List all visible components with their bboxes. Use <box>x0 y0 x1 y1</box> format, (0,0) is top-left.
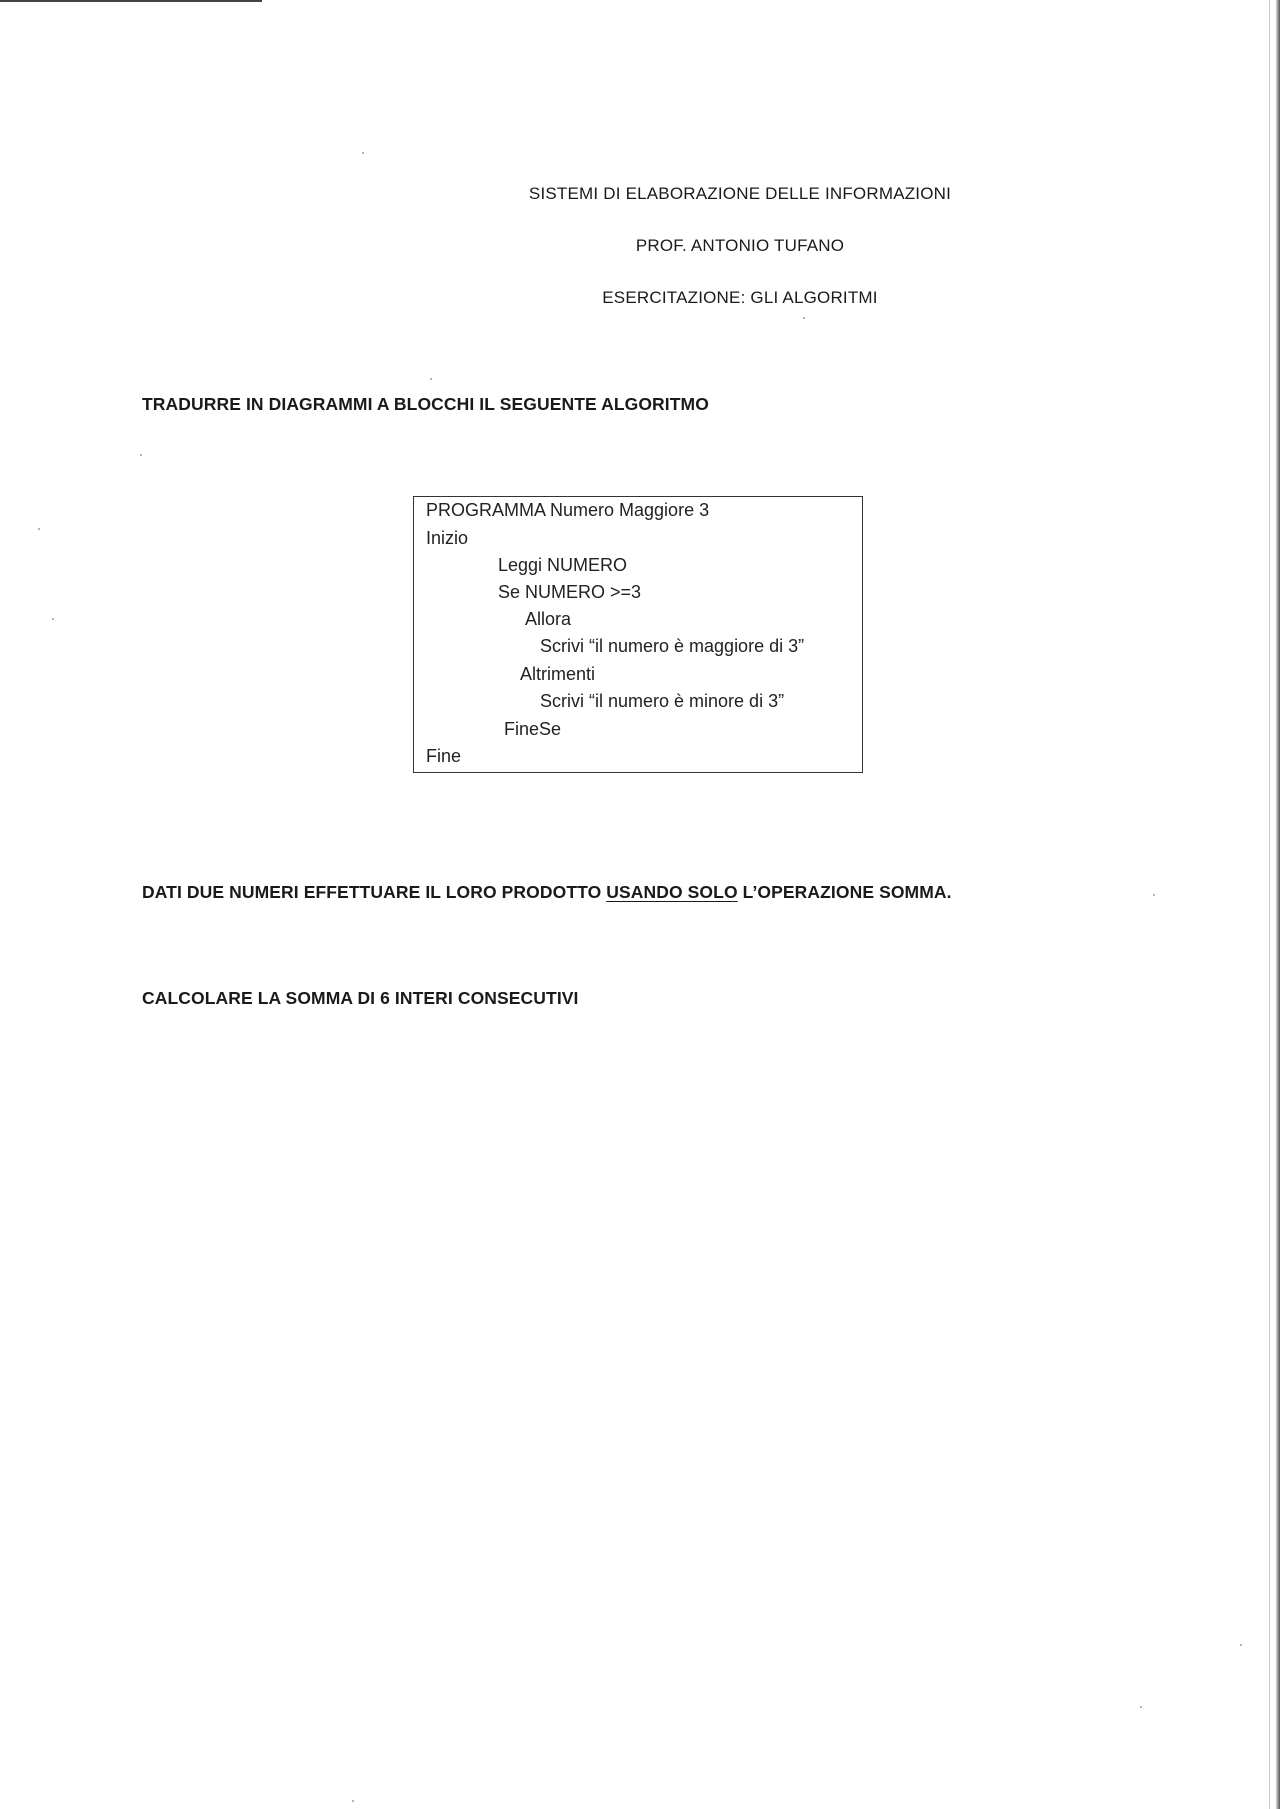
algorithm-line: Scrivi “il numero è maggiore di 3” <box>540 636 805 656</box>
algorithm-line: Leggi NUMERO <box>498 555 628 575</box>
exercise-title: ESERCITAZIONE: GLI ALGORITMI <box>602 288 878 307</box>
exercise-1-text: TRADURRE IN DIAGRAMMI A BLOCCHI IL SEGUENTE ALGORITMO <box>142 394 709 414</box>
scan-speck <box>52 618 54 620</box>
exercise-3-text: CALCOLARE LA SOMMA DI 6 INTERI CONSECUTIVI <box>142 988 579 1008</box>
scan-speck <box>38 528 40 530</box>
algorithm-line: Allora <box>525 609 572 629</box>
exercise-2-text-start: DATI DUE NUMERI EFFETTUARE IL LORO PRODOTTO <box>142 882 607 902</box>
exercise-2-text-end: L’OPERAZIONE SOMMA. <box>737 882 952 902</box>
algorithm-line: Inizio <box>426 528 469 548</box>
algorithm-line: Se NUMERO >=3 <box>498 582 642 602</box>
algorithm-line: FineSe <box>504 719 562 739</box>
algorithm-line: PROGRAMMA Numero Maggiore 3 <box>426 500 710 520</box>
scan-artifact-line <box>0 0 262 2</box>
algorithm-line: Altrimenti <box>520 664 596 684</box>
scan-speck <box>1153 894 1155 896</box>
algorithm-line: Fine <box>426 746 462 766</box>
scan-speck <box>1240 1644 1242 1646</box>
scan-speck <box>352 1800 354 1802</box>
scan-edge-line <box>1269 0 1270 1809</box>
scan-speck <box>430 378 432 380</box>
algorithm-box <box>413 496 863 773</box>
scan-speck <box>140 454 142 456</box>
exercise-2-underlined-text: USANDO SOLO <box>606 882 738 902</box>
exercise-2-text <box>142 882 952 903</box>
professor-name: PROF. ANTONIO TUFANO <box>635 236 845 255</box>
scan-speck <box>362 152 364 154</box>
scan-speck <box>1140 1706 1142 1708</box>
course-title: SISTEMI DI ELABORAZIONE DELLE INFORMAZIONI <box>528 184 952 203</box>
scan-speck <box>803 317 805 319</box>
scan-edge <box>1276 0 1280 1809</box>
algorithm-line: Scrivi “il numero è minore di 3” <box>540 691 785 711</box>
